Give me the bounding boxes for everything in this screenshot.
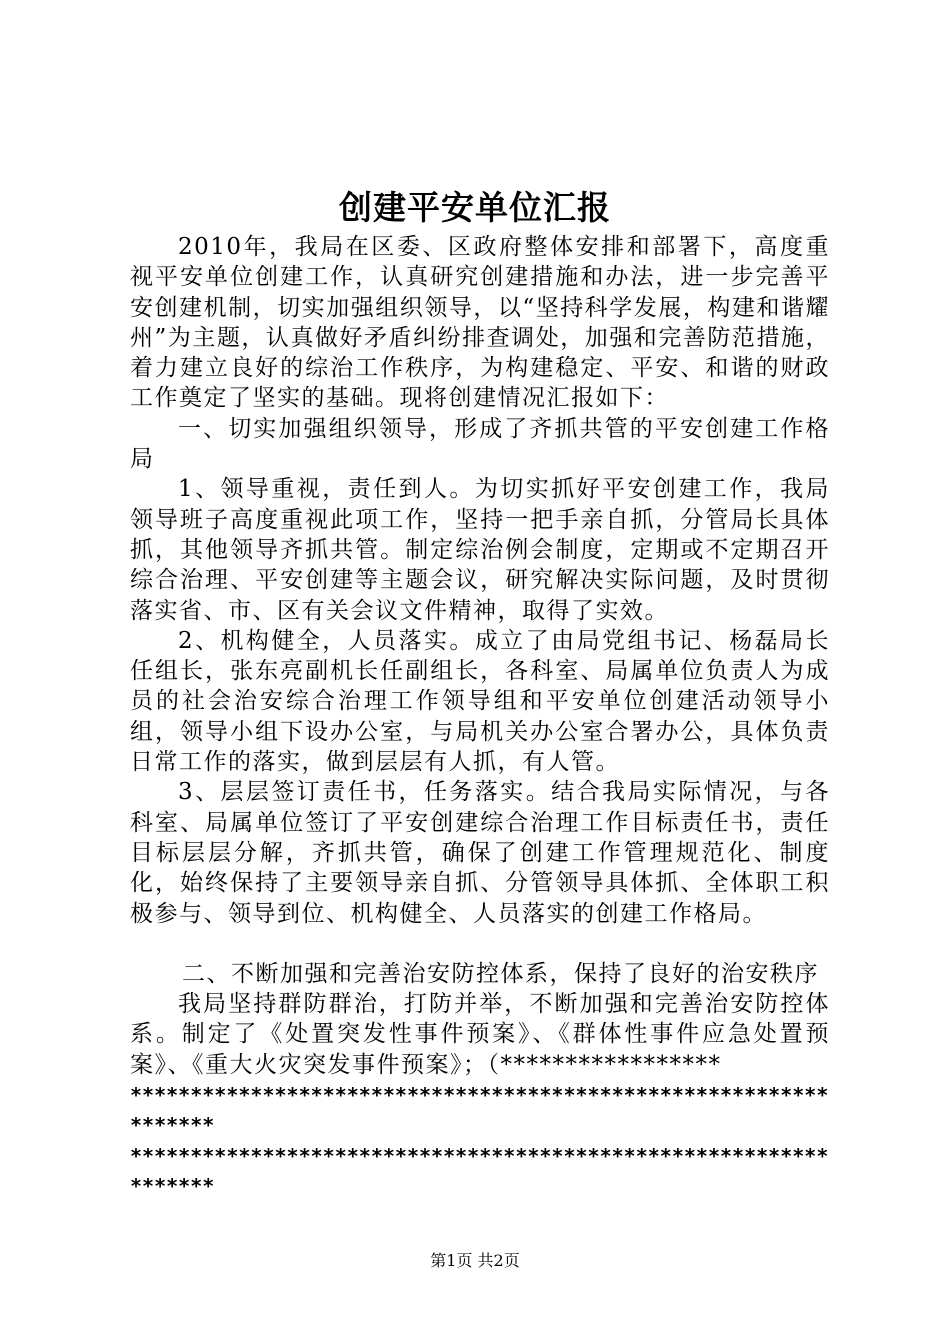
document-body — [130, 232, 830, 1201]
paragraph-intro: 2010年，我局在区委、区政府整体安排和部署下，高度重视平安单位创建工作，认真研究创建措施和办法，进一步完善平安创建机制，切实加强组织领导，以“坚持科学发展，构建和谐耀州”为主题，认真做好矛盾纠纷排查调处，加强和完善防范措施，着力建立良好的综治工作秩序，为构建稳定、平安、和谐的财政工作奠定了坚实的基础。现将创建情况汇报如下： — [130, 234, 830, 412]
paragraph-item-1: 1、领导重视，责任到人。为切实抓好平安创建工作，我局领导班子高度重视此项工作，坚持一把手亲自抓，分管局长具体抓，其他领导齐抓共管。制定综治例会制度，定期或不定期召开综合治理、平安创建等主题会议，研究解决实际问题，及时贯彻落实省、市、区有关会议文件精神，取得了实效。 — [130, 476, 830, 624]
section-heading-2: 二、不断加强和完善治安防控体系，保持了良好的治安秩序 — [182, 960, 819, 987]
page-footer: 第1页 共2页 — [430, 1251, 520, 1270]
paragraph-spacer — [130, 929, 830, 959]
redacted-line-2: ***************************************************************** — [130, 1143, 829, 1198]
document-title: 创建平安单位汇报 — [339, 188, 611, 227]
paragraph-item-2: 2、机构健全，人员落实。成立了由局党组书记、杨磊局长任组长，张东亮副机长任副组长，各科室、局属单位负责人为成员的社会治安综合治理工作领导组和平安单位创建活动领导小组，领导小组下设办公室，与局机关办公室合署办公，具体负责日常工作的落实，做到层层有人抓，有人管。 — [130, 627, 830, 776]
paragraph-section-2: 我局坚持群防群治，打防并举，不断加强和完善治安防控体系。制定了《处置突发性事件预案》、《群体性事件应急处置预案》、《重大火灾突发事件预案》；（***************** — [130, 991, 830, 1078]
paragraph-item-3: 3、层层签订责任书，任务落实。结合我局实际情况，与各科室、局属单位签订了平安创建综合治理工作目标责任书，责任目标层层分解，齐抓共管，确保了创建工作管理规范化、制度化，始终保持了主要领导亲自抓、分管领导具体抓、全体职工积极参与、领导到位、机构健全、人员落实的创建工作格局。 — [130, 779, 830, 927]
section-heading-1: 一、切实加强组织领导，形成了齐抓共管的平安创建工作格局 — [130, 415, 830, 473]
redacted-line-1: ***************************************************************** — [130, 1083, 829, 1138]
